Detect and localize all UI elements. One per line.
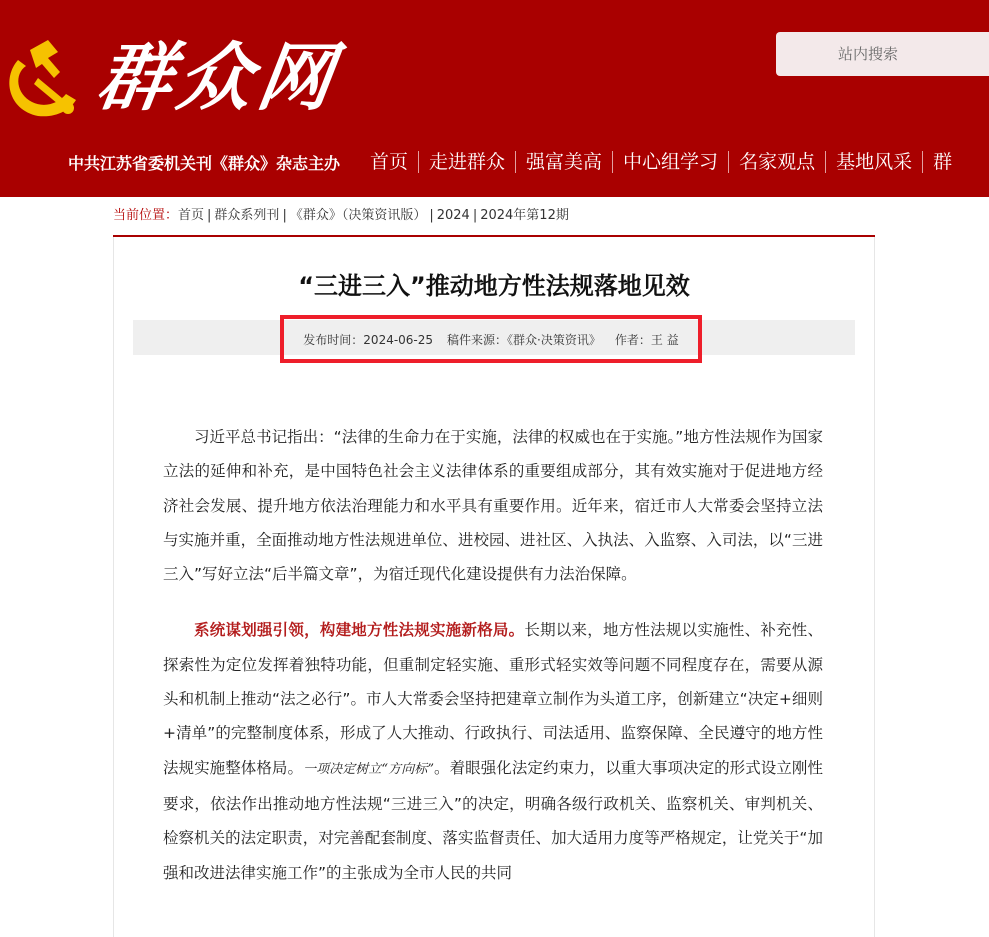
- breadcrumb-home[interactable]: 首页: [178, 208, 205, 223]
- main-nav: [360, 146, 962, 178]
- breadcrumb-series[interactable]: 群众系列刊: [214, 208, 280, 223]
- nav-qiangfumeigao[interactable]: 强富美高: [526, 151, 603, 173]
- site-header: [0, 0, 989, 197]
- party-emblem-icon: [0, 38, 80, 123]
- paragraph: 习近平总书记指出：“法律的生命力在于实施，法律的权威也在于实施。”地方性法规作为国家立法的延伸和补充，是中国特色社会主义法律体系的重要组成部分，其有效实施对于促进地方经济社会发展、提升地方依法治理能力和水平具有重要作用。近年来，宿迁市人大常委会坚持立法与实施并重，全面推动地方性法规进单位、进校园、进社区、入执法、入监察、入司法，以“三进三入”写好立法“后半篇文章”，为宿迁现代化建设提供有力法治保障。: [163, 428, 823, 584]
- nav-more[interactable]: 群: [933, 151, 953, 173]
- section-heading: 系统谋划强引领，构建地方性法规实施新格局。: [194, 620, 525, 640]
- article-body: [163, 420, 823, 890]
- breadcrumb-divider: |: [207, 208, 212, 223]
- nav-expert-views[interactable]: 名家观点: [739, 151, 816, 173]
- site-tagline: 中共江苏省委机关刊《群众》杂志主办: [68, 154, 341, 173]
- article-source: 稿件来源：《群众·决策资讯》: [447, 332, 601, 347]
- article-title: “三进三入”推动地方性法规落地见效: [298, 272, 690, 300]
- nav-about[interactable]: 走进群众: [429, 151, 506, 173]
- article-meta: [280, 315, 702, 363]
- breadcrumb-divider: |: [472, 208, 478, 223]
- breadcrumb-issue[interactable]: 2024年第12期: [480, 208, 569, 223]
- subsection-heading: 一项决定树立“方向标”: [303, 761, 434, 777]
- paragraph: [163, 613, 823, 889]
- nav-base-showcase[interactable]: 基地风采: [836, 151, 913, 173]
- paragraph-text: 长期以来，地方性法规以实施性、补充性、探索性为定位发挥着独特功能，但重制定轻实施、重形式轻实效等问题不同程度存在，需要从源头和机制上推动“法之必行”。市人大常委会坚持把建章立制作为头道工序，创新建立“决定+细则+清单”的完整制度体系，形成了人大推动、行政执行、司法适用、监察保障、全民遵守的地方性法规实施整体格局。: [163, 621, 823, 777]
- breadcrumb-journal[interactable]: 《群众》（决策资讯版）: [289, 208, 427, 223]
- breadcrumb-year[interactable]: 2024: [436, 208, 470, 223]
- paragraph-text: 。着眼强化法定约束力，以重大事项决定的形式设立刚性要求，依法作出推动地方性法规“三进三入”的决定，明确各级行政机关、监察机关、审判机关、检察机关的法定职责，对完善配套制度、落实监督责任、加大适用力度等严格规定，让党关于“加强和改进法律实施工作”的主张成为全市人民的共同: [163, 758, 823, 882]
- nav-center-study[interactable]: 中心组学习: [623, 151, 719, 173]
- breadcrumb: [113, 206, 569, 226]
- breadcrumb-divider: |: [282, 208, 287, 223]
- breadcrumb-divider: |: [429, 208, 434, 223]
- nav-home[interactable]: 首页: [370, 151, 409, 173]
- site-logo[interactable]: 群众网: [91, 35, 345, 121]
- publish-date: 发布时间：2024-06-25: [303, 332, 434, 347]
- article-author: 作者：王 益: [614, 332, 679, 347]
- site-search-input[interactable]: [776, 32, 989, 76]
- breadcrumb-label: 当前位置：: [113, 208, 179, 223]
